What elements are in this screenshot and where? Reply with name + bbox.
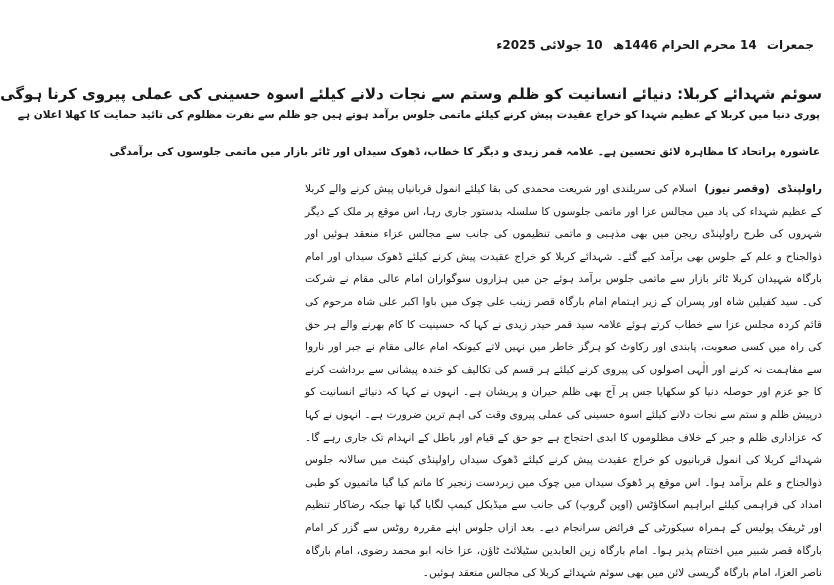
article-text: اسلام کی سربلندی اور شریعت محمدی کی بقا کیلئے انمول قربانیاں پیش کرنے والے کربلا کے عظیم شہداء کی یاد میں مجالس عزا اور ماتمی جلوسوں کا سلسلہ بدستور جاری رہا، اس موقع پر ملک کے دیگر شہروں کی طرح راولپنڈی ریجن میں بھی مذہبی و ماتمی تنظیموں کی جانب سے مجالس عزاء منعقد ہوئیں اور ذوالجناح و علم کے جلوس بھی برآمد کیے گئے۔ شہدائے کربلا کو خراج عقیدت پیش کرنے کیلئے ڈھوک سیداں اور امام بارگاہ شہیدان کربلا ٹائر بازار سے ماتمی جلوس برآمد ہوئے جن میں ہزاروں سوگواران امام عالی مقام نے شرکت کی۔ سید کفیلین شاہ اور پسران کے زیر اہتمام امام بارگاہ قصر زینب علی چوک میں باوا اکبر علی شاہ مرحوم کی قائم کردہ مجلس عزا سے خطاب کرتے ہوئے علامہ سید قمر حیدر زیدی نے کہا کہ حسینیت کا کام بھرنے والے ہر حق کی راہ میں کسی صعوبت، پابندی اور رکاوٹ کو ہرگز خاطر میں نہیں لاتے کیونکہ امام عالی مقام نے جبر اور ناروا سے مفاہمت نہ کرنے اور الٰہی اصولوں کی پیروی کرنے کیلئے ہر قسم کی تکالیف کو خندہ پیشانی سے برداشت کرنے کا جو عزم اور حوصلہ دنیا کو سکھایا جس پر آج بھی ظلم حیران و پریشان ہے۔ انہوں نے کہا کہ دنیائے انسانیت کو درپیش ظلم و ستم سے نجات دلانے کیلئے اسوہ حسینی کی عملی پیروی وقت کی اہم ترین ضرورت ہے۔ انہوں نے کہا کہ عزاداری ظلم و جبر کے خلاف مظلوموں کا ابدی احتجاج ہے جو حق کے قیام اور باطل کے انہدام تک جاری رہے گا۔ شہدائے کربلا کی انمول قربانیوں کو خراج عقیدت پیش کرنے کیلئے ڈھوک سیداں راولپنڈی کینٹ میں سالانہ جلوس ذوالجناح و علم برآمد ہوا۔ اس موقع پر ڈھوک سیداں میں چوک میں زبردست زنجیر کا ماتم کیا گیا ماتمیوں کو طبی امداد کی فراہمی کیلئے ابراہیم اسکاؤٹس (اوپن گروپ) کی جانب سے میڈیکل کیمپ لگایا گیا تھا جبکہ رضاکار تنظیم اور ٹریفک پولیس کے ہمراہ سیکورٹی کے فرائض سرانجام دیے۔ بعد ازاں جلوس اپنے مقررہ روٹس سے گزر کر امام بارگاہ قصر شبیر میں اختتام پذیر ہوا۔ امام بارگاہ زین العابدین سٹیلائٹ ٹاؤن، عزا خانہ ابو محمد رضوی، امام بارگاہ ناصر العزا، امام بارگاہ گریسی لائن میں بھی سوئم شہدائے کربلا کی مجالس منعقد ہوئیں۔ (305, 183, 822, 580)
subhead-1: پوری دنیا میں کربلا کے عظیم شہدا کو خراج عقیدت پیش کرنے کیلئے ماتمی جلوس برآمد ہوتے ہیں جو ظلم سے نفرت مظلوم کی تائید حمایت کا کھلا اعلان ہے (17, 109, 820, 121)
dateline (490, 38, 814, 52)
article-source: (وقصر نیوز) (704, 183, 770, 195)
headline: سوئم شہدائے کربلا: دنیائے انسانیت کو ظلم وستم سے نجات دلانے کیلئے اسوہ حسینی کی عملی پیروی کرنا ہوگی (0, 85, 822, 103)
subhead-2: عاشورہ پراتحاد کا مظاہرہ لائق تحسین ہے۔ علامہ قمر زیدی و دیگر کا خطاب، ڈھوک سیداں اور ٹائر بازار میں ماتمی جلوسوں کی برآمدگی (109, 146, 820, 158)
dateline-hijri: 14 محرم الحرام 1446ھ (612, 38, 757, 52)
dateline-gregorian: 10 جولائی 2025ء (496, 38, 603, 52)
article-place: راولپنڈی (777, 183, 822, 195)
dateline-day: جمعرات (766, 38, 814, 52)
article-body (305, 178, 822, 580)
